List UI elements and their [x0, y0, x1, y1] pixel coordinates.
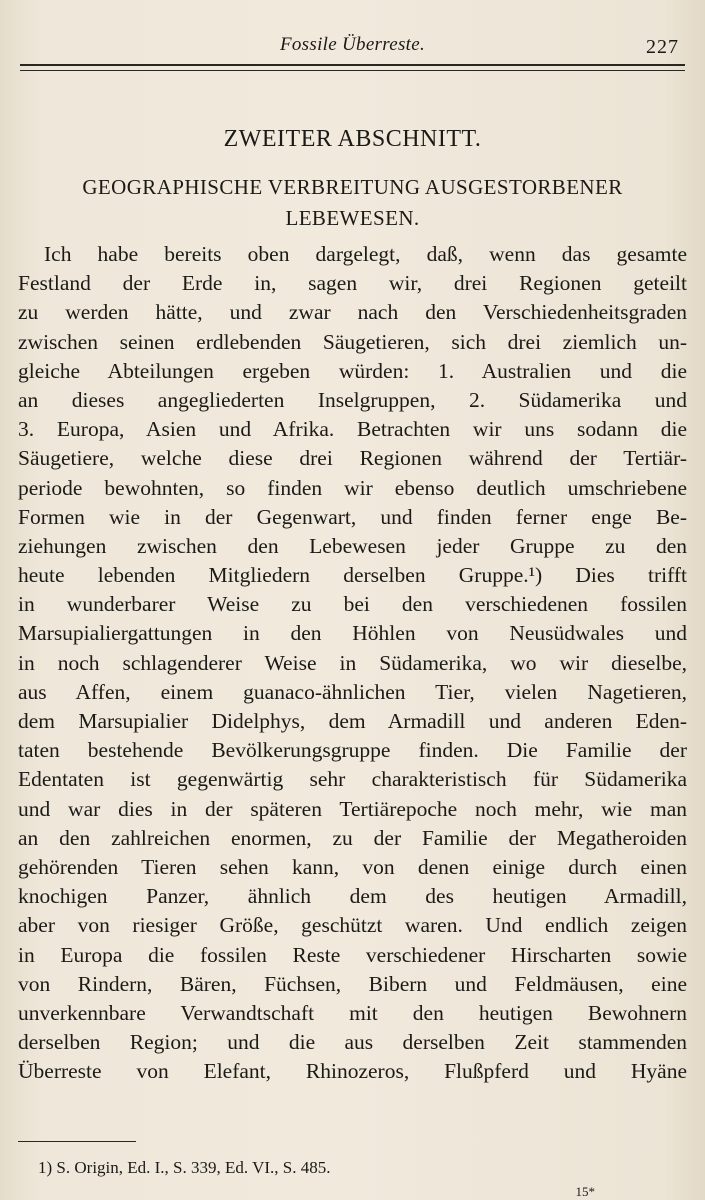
body-line: Ich habe bereits oben dargelegt, daß, wenn das gesamte — [44, 242, 687, 266]
body-line: zwischen seinen erdlebenden Säugetieren, sich drei ziemlich un- — [18, 329, 687, 354]
section-subtitle — [20, 172, 685, 234]
body-line: ziehungen zwischen den Lebewesen jeder Gruppe zu den — [18, 533, 687, 558]
section-heading: ZWEITER ABSCHNITT. — [223, 126, 482, 152]
body-line: Marsupialiergattungen in den Höhlen von Neusüdwales und — [18, 621, 687, 646]
body-line: in wunderbarer Weise zu bei den verschiedenen fossilen — [18, 592, 687, 617]
body-line: derselben Region; und die aus derselben Zeit stammenden — [18, 1030, 687, 1055]
body-line: in noch schlagenderer Weise in Südamerika, wo wir dieselbe, — [18, 650, 687, 675]
body-line: 3. Europa, Asien und Afrika. Betrachten wir uns sodann die — [18, 417, 687, 442]
body-line: Überreste von Elefant, Rhinozeros, Flußpferd und Hyäne — [18, 1059, 687, 1084]
body-line: aber von riesiger Größe, geschützt waren. Und endlich zeigen — [18, 913, 687, 938]
section-subtitle-line: GEOGRAPHISCHE VERBREITUNG AUSGESTORBENER — [82, 175, 623, 199]
body-line: knochigen Panzer, ähnlich dem des heutigen Armadill, — [18, 884, 687, 909]
body-line: taten bestehende Bevölkerungsgruppe finden. Die Familie der — [18, 738, 687, 763]
footnote-rule — [18, 1141, 136, 1142]
body-paragraph — [18, 240, 687, 1086]
body-line: Edentaten ist gegenwärtig sehr charakteristisch für Südamerika — [18, 767, 687, 792]
body-line: dem Marsupialier Didelphys, dem Armadill und anderen Eden- — [18, 709, 687, 733]
signature-mark: 15* — [575, 1184, 595, 1199]
header-rule-thin — [20, 70, 685, 71]
body-line: von Rindern, Bären, Füchsen, Bibern und Feldmäusen, eine — [18, 971, 687, 996]
footnote-text: S. Origin, Ed. I., S. 339, Ed. VI., S. 485. — [56, 1158, 331, 1177]
section-subtitle-line: LEBEWESEN. — [285, 206, 420, 230]
page-number: 227 — [646, 36, 679, 58]
body-line: unverkennbare Verwandtschaft mit den heutigen Bewohnern — [18, 1000, 687, 1025]
footnote-marker: 1) — [38, 1158, 53, 1177]
body-line: periode bewohnten, so finden wir ebenso deutlich umschriebene — [18, 475, 687, 500]
body-line: in Europa die fossilen Reste verschiedener Hirscharten sowie — [18, 942, 687, 967]
body-line: aus Affen, einem guanaco-ähnlichen Tier, vielen Nagetieren, — [18, 679, 687, 704]
body-line: heute lebenden Mitgliedern derselben Gruppe.¹) Dies trifft — [18, 563, 687, 588]
body-line: Formen wie in der Gegenwart, und finden ferner enge Be- — [18, 504, 687, 529]
header-rule-thick — [20, 64, 685, 66]
running-title: Fossile Überreste. — [279, 34, 426, 55]
footnote — [38, 1158, 330, 1178]
body-line: gleiche Abteilungen ergeben würden: 1. Australien und die — [18, 358, 687, 383]
body-line: zu werden hätte, und zwar nach den Verschiedenheitsgraden — [18, 300, 687, 325]
body-line: an dieses angegliederten Inselgruppen, 2. Südamerika und — [18, 387, 687, 412]
body-line: Festland der Erde in, sagen wir, drei Regionen geteilt — [18, 271, 687, 296]
body-line: und war dies in der späteren Tertiärepoche noch mehr, wie man — [18, 796, 687, 821]
body-line: gehörenden Tieren sehen kann, von denen einige durch einen — [18, 854, 687, 879]
body-line: Säugetiere, welche diese drei Regionen während der Tertiär- — [18, 446, 687, 471]
body-line: an den zahlreichen enormen, zu der Familie der Megatheroiden — [18, 825, 687, 850]
